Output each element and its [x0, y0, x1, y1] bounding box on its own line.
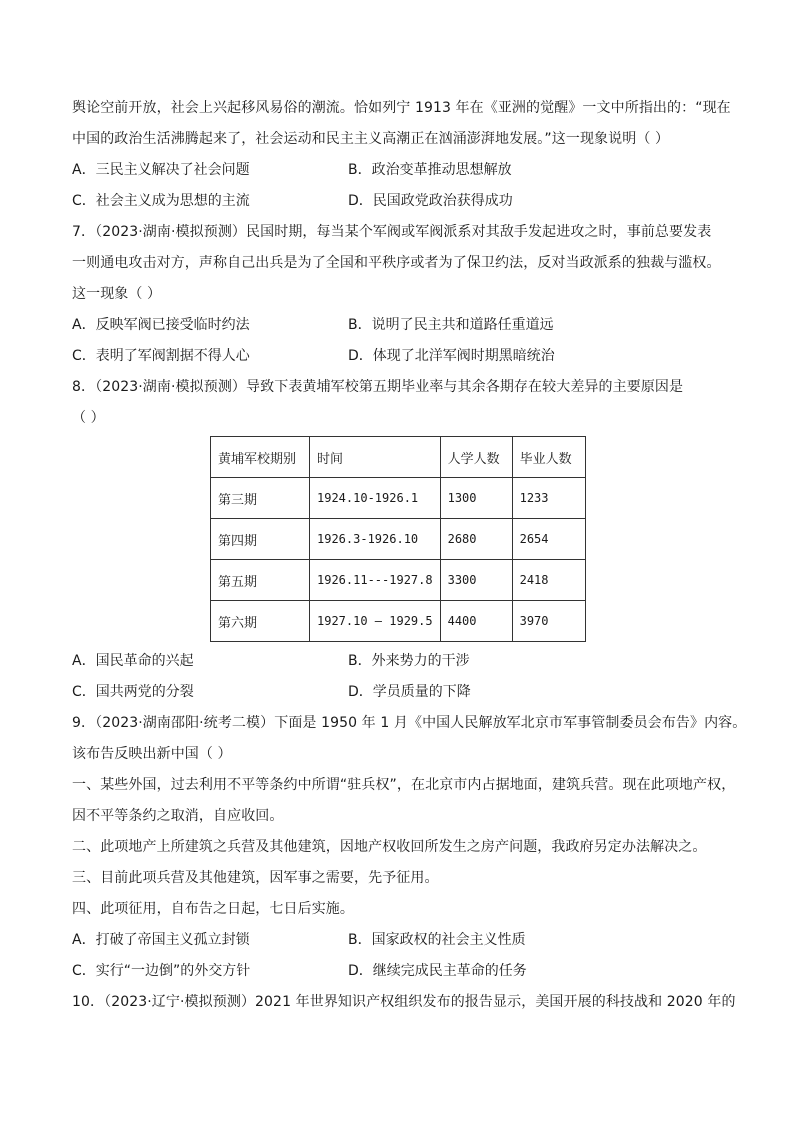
table-cell: 2654 — [512, 519, 585, 560]
option-b[interactable]: B．说明了民主共和道路任重道远 — [348, 317, 554, 333]
option-a[interactable]: A．打破了帝国主义孤立封锁 — [72, 932, 250, 948]
question-text-line: 四、此项征用，自布告之日起，七日后实施。 — [72, 901, 354, 917]
question-6 — [72, 98, 731, 222]
exam-page — [72, 98, 747, 1023]
question-text-line: 因不平等条约之取消，自应收回。 — [72, 808, 284, 824]
options-row — [72, 346, 722, 377]
option-d[interactable]: D．继续完成民主革命的任务 — [348, 963, 527, 979]
whampoa-table — [210, 436, 586, 642]
option-c[interactable]: C．表明了军阀割据不得人心 — [72, 348, 250, 364]
table-cell: 第三期 — [211, 478, 310, 519]
options-row — [72, 961, 722, 992]
question-text-line: 这一现象（ ） — [72, 286, 162, 302]
question-text-line: 7．（2023·湖南·模拟预测）民国时期，每当某个军阀或军阀派系对其敌手发起进攻之时，事前总要发表 — [72, 224, 712, 240]
option-a[interactable]: A．国民革命的兴起 — [72, 653, 194, 669]
table-row — [211, 601, 586, 642]
table-cell: 2680 — [440, 519, 512, 560]
table-cell: 1926.11---1927.8 — [310, 560, 441, 601]
table-cell: 1300 — [440, 478, 512, 519]
table-cell: 第六期 — [211, 601, 310, 642]
question-text-line: 该布告反映出新中国（ ） — [72, 746, 232, 762]
table-cell: 1926.3-1926.10 — [310, 519, 441, 560]
option-c[interactable]: C．社会主义成为思想的主流 — [72, 193, 250, 209]
table-header: 黄埔军校期别 — [211, 437, 310, 478]
options-row — [72, 191, 722, 222]
question-text-line: 舆论空前开放，社会上兴起移风易俗的潮流。恰如列宁 1913 年在《亚洲的觉醒》一文中所指出的：“现在 — [72, 100, 731, 116]
table-cell: 3300 — [440, 560, 512, 601]
options-row — [72, 315, 722, 346]
table-row — [211, 560, 586, 601]
question-text-line: 三、目前此项兵营及其他建筑，因军事之需要，先予征用。 — [72, 870, 439, 886]
options-row — [72, 930, 722, 961]
option-b[interactable]: B．政治变革推动思想解放 — [348, 162, 512, 178]
option-d[interactable]: D．学员质量的下降 — [348, 684, 471, 700]
question-text-line: 10．（2023·辽宁·模拟预测）2021 年世界知识产权组织发布的报告显示，美国开展的科技战和 2020 年的 — [72, 994, 736, 1010]
table-row — [211, 478, 586, 519]
options-row — [72, 160, 722, 191]
table-cell: 4400 — [440, 601, 512, 642]
question-text-line: 一则通电攻击对方，声称自己出兵是为了全国和平秩序或者为了保卫约法，反对当政派系的独裁与滥权。 — [72, 255, 721, 271]
table-cell: 2418 — [512, 560, 585, 601]
table-cell: 1233 — [512, 478, 585, 519]
question-9 — [72, 713, 747, 992]
question-7 — [72, 222, 722, 377]
question-text-line: 8．（2023·湖南·模拟预测）导致下表黄埔军校第五期毕业率与其余各期存在较大差异的主要原因是 — [72, 379, 684, 395]
question-text-line: 中国的政治生活沸腾起来了，社会运动和民主主义高潮正在汹涌澎湃地发展。”这一现象说明（ ） — [72, 131, 670, 147]
table-row — [211, 519, 586, 560]
question-8 — [72, 377, 722, 713]
table-header-row — [211, 437, 586, 478]
table-header: 毕业人数 — [512, 437, 585, 478]
table-cell: 1927.10 — 1929.5 — [310, 601, 441, 642]
option-a[interactable]: A．反映军阀已接受临时约法 — [72, 317, 250, 333]
question-text-line: 一、某些外国，过去利用不平等条约中所谓“驻兵权”，在北京市内占据地面，建筑兵营。现在此项地产权， — [72, 777, 736, 793]
question-text-line: 二、此项地产上所建筑之兵营及其他建筑，因地产权收回所发生之房产问题，我政府另定办法解决之。 — [72, 839, 707, 855]
option-a[interactable]: A．三民主义解决了社会问题 — [72, 162, 250, 178]
table-cell: 第四期 — [211, 519, 310, 560]
options-row — [72, 682, 722, 713]
option-b[interactable]: B．外来势力的干涉 — [348, 653, 470, 669]
question-text-line: 9．（2023·湖南邵阳·统考二模）下面是 1950 年 1 月《中国人民解放军北京市军事管制委员会布告》内容。 — [72, 715, 747, 731]
option-b[interactable]: B．国家政权的社会主义性质 — [348, 932, 526, 948]
table-cell: 3970 — [512, 601, 585, 642]
table-header: 人学人数 — [440, 437, 512, 478]
table-header: 时间 — [310, 437, 441, 478]
option-c[interactable]: C．实行“一边倒”的外交方针 — [72, 963, 251, 979]
options-row — [72, 651, 722, 682]
option-d[interactable]: D．民国政党政治获得成功 — [348, 193, 513, 209]
question-text-line: （ ） — [72, 410, 105, 426]
table-cell: 1924.10-1926.1 — [310, 478, 441, 519]
option-d[interactable]: D．体现了北洋军阀时期黑暗统治 — [348, 348, 555, 364]
question-10 — [72, 992, 736, 1023]
table-cell: 第五期 — [211, 560, 310, 601]
option-c[interactable]: C．国共两党的分裂 — [72, 684, 194, 700]
